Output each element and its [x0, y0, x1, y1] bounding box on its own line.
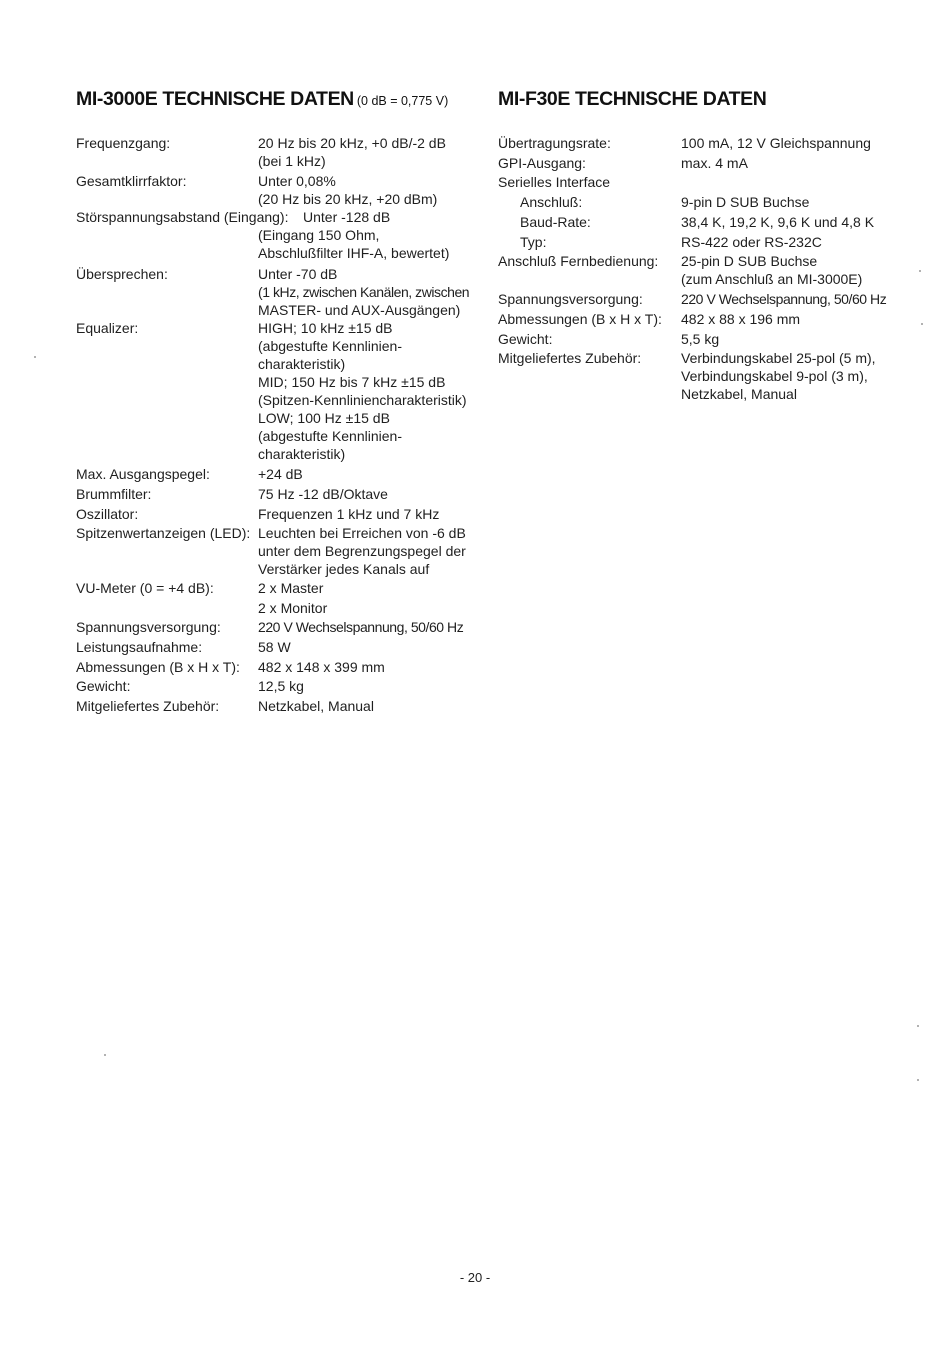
- spec-group-label: Serielles Interface: [498, 174, 611, 190]
- spec-value: [258, 677, 304, 695]
- spec-value-line: 482 x 88 x 196 mm: [681, 311, 801, 327]
- scan-speck: [104, 1054, 106, 1056]
- spec-value: [681, 330, 719, 348]
- spec-value: [258, 638, 291, 656]
- mi-f30e-spec-section: [498, 86, 928, 402]
- spec-label: Spitzenwertanzeigen (LED):: [76, 525, 251, 541]
- mi-f30e-title: [498, 86, 928, 112]
- spec-value-line: 20 Hz bis 20 kHz, +0 dB/-2 dB: [258, 135, 446, 151]
- scan-speck: [917, 1079, 919, 1081]
- spec-value-line: unter dem Begrenzungspegel der: [258, 543, 466, 559]
- scan-speck: [919, 270, 921, 272]
- mi-f30e-title-text: MI-F30E TECHNISCHE DATEN: [498, 88, 767, 110]
- spec-value-line: (abgestufte Kennlinien-: [258, 338, 402, 354]
- spec-label: Typ:: [520, 234, 547, 250]
- spec-label: Abmessungen (B x H x T):: [498, 311, 662, 327]
- spec-value-line: MID; 150 Hz bis 7 kHz ±15 dB: [258, 374, 446, 390]
- spec-value-line: (zum Anschluß an MI-3000E): [681, 271, 863, 287]
- spec-value: [258, 505, 439, 523]
- spec-value: [681, 252, 862, 288]
- spec-value-line: Verbindungskabel 9-pol (3 m),: [681, 368, 868, 384]
- spec-value-line: (abgestufte Kennlinien-: [258, 428, 402, 444]
- spec-value-line: charakteristik): [258, 446, 346, 462]
- spec-value-line: 58 W: [258, 639, 291, 655]
- spec-value-line: 2 x Master: [258, 580, 324, 596]
- spec-value-line: RS-422 oder RS-232C: [681, 234, 822, 250]
- spec-value-line: 75 Hz -12 dB/Oktave: [258, 486, 388, 502]
- scan-speck: [921, 323, 923, 325]
- spec-value-line: 482 x 148 x 399 mm: [258, 659, 385, 675]
- spec-value-line: 12,5 kg: [258, 678, 304, 694]
- spec-label: Gewicht:: [76, 678, 131, 694]
- spec-value: [681, 310, 800, 328]
- spec-value-line: 9-pin D SUB Buchse: [681, 194, 810, 210]
- spec-value-line: 100 mA, 12 V Gleichspannung: [681, 135, 871, 151]
- spec-label: Brummfilter:: [76, 486, 152, 502]
- spec-value-line: Unter 0,08%: [258, 173, 336, 189]
- spec-value-line: Netzkabel, Manual: [681, 386, 797, 402]
- spec-label: Mitgeliefertes Zubehör:: [498, 350, 642, 366]
- spec-value-line: max. 4 mA: [681, 155, 748, 171]
- mi-3000e-spec-section: [76, 86, 491, 714]
- spec-value-line: Abschlußfilter IHF-A, bewertet): [258, 245, 450, 261]
- spec-label: VU-Meter (0 = +4 dB):: [76, 580, 214, 596]
- spec-value: [681, 290, 886, 308]
- spec-value-line: Unter -70 dB: [258, 266, 338, 282]
- spec-value-line: Verbindungskabel 25-pol (5 m),: [681, 350, 876, 366]
- spec-value: [258, 579, 327, 617]
- spec-value: [303, 208, 390, 226]
- spec-label: Abmessungen (B x H x T):: [76, 659, 240, 675]
- spec-label: Übertragungsrate:: [498, 135, 611, 151]
- spec-value-line: (1 kHz, zwischen Kanälen, zwischen: [258, 284, 470, 300]
- spec-value-line: charakteristik): [258, 356, 346, 372]
- spec-value-line: 2 x Monitor: [258, 600, 328, 616]
- spec-value-line: LOW; 100 Hz ±15 dB: [258, 410, 390, 426]
- spec-value-line: (Spitzen-Kennliniencharakteristik): [258, 392, 467, 408]
- spec-label: Anschluß Fernbedienung:: [498, 253, 659, 269]
- spec-label: Gewicht:: [498, 331, 553, 347]
- spec-value: [258, 658, 385, 676]
- spec-value-line: 25-pin D SUB Buchse: [681, 253, 818, 269]
- spec-value: [258, 697, 374, 715]
- spec-value-line: 38,4 K, 19,2 K, 9,6 K und 4,8 K: [681, 214, 875, 230]
- spec-value-line: MASTER- und AUX-Ausgängen): [258, 302, 461, 318]
- scan-speck: [34, 356, 36, 358]
- spec-label: Leistungsaufnahme:: [76, 639, 203, 655]
- spec-label: Frequenzgang:: [76, 135, 171, 151]
- spec-label: Equalizer:: [76, 320, 139, 336]
- spec-value: [258, 485, 388, 503]
- spec-value-line: +24 dB: [258, 466, 303, 482]
- spec-value-line: Leuchten bei Erreichen von -6 dB: [258, 525, 466, 541]
- spec-value-line: Netzkabel, Manual: [258, 698, 374, 714]
- spec-value-continued: [258, 226, 449, 262]
- spec-value: [258, 265, 469, 319]
- page-number: - 20 -: [459, 1270, 491, 1285]
- spec-value-line: HIGH; 10 kHz ±15 dB: [258, 320, 393, 336]
- spec-value: [258, 524, 466, 578]
- scan-speck: [917, 1025, 919, 1027]
- spec-value-line: Frequenzen 1 kHz und 7 kHz: [258, 506, 440, 522]
- spec-value-line: 220 V Wechselspannung, 50/60 Hz: [258, 619, 464, 635]
- spec-value-line: 5,5 kg: [681, 331, 720, 347]
- spec-value: [258, 618, 463, 636]
- spec-value: [681, 349, 876, 403]
- spec-value: [681, 134, 871, 152]
- mi-3000e-title-note: (0 dB = 0,775 V): [356, 94, 449, 108]
- spec-value: [258, 319, 467, 463]
- spec-value: [258, 465, 303, 483]
- spec-label: Oszillator:: [76, 506, 139, 522]
- spec-label: Max. Ausgangspegel:: [76, 466, 210, 482]
- spec-value-line: (bei 1 kHz): [258, 153, 326, 169]
- spec-label: Anschluß:: [520, 194, 583, 210]
- spec-value-line: (Eingang 150 Ohm,: [258, 227, 380, 243]
- spec-value: [258, 134, 446, 170]
- spec-value: [681, 233, 822, 251]
- spec-label: GPI-Ausgang:: [498, 155, 586, 171]
- mi-3000e-title-text: MI-3000E TECHNISCHE DATEN: [76, 88, 354, 110]
- spec-value-line: Verstärker jedes Kanals auf: [258, 561, 430, 577]
- spec-label: Gesamtklirrfaktor:: [76, 173, 187, 189]
- spec-value-line: Unter -128 dB: [303, 209, 391, 225]
- spec-value: [681, 213, 874, 231]
- spec-label: Mitgeliefertes Zubehör:: [76, 698, 220, 714]
- spec-label: Übersprechen:: [76, 266, 168, 282]
- spec-value-line: 220 V Wechselspannung, 50/60 Hz: [681, 291, 887, 307]
- mi-3000e-title: [76, 86, 491, 112]
- spec-value: [258, 172, 437, 208]
- spec-value-line: (20 Hz bis 20 kHz, +20 dBm): [258, 191, 438, 207]
- spec-label: Baud-Rate:: [520, 214, 591, 230]
- spec-label: Störspannungsabstand (Eingang):: [76, 209, 289, 225]
- spec-value: [681, 154, 748, 172]
- spec-label: Spannungsversorgung:: [498, 291, 643, 307]
- spec-value: [681, 193, 809, 211]
- spec-label: Spannungsversorgung:: [76, 619, 221, 635]
